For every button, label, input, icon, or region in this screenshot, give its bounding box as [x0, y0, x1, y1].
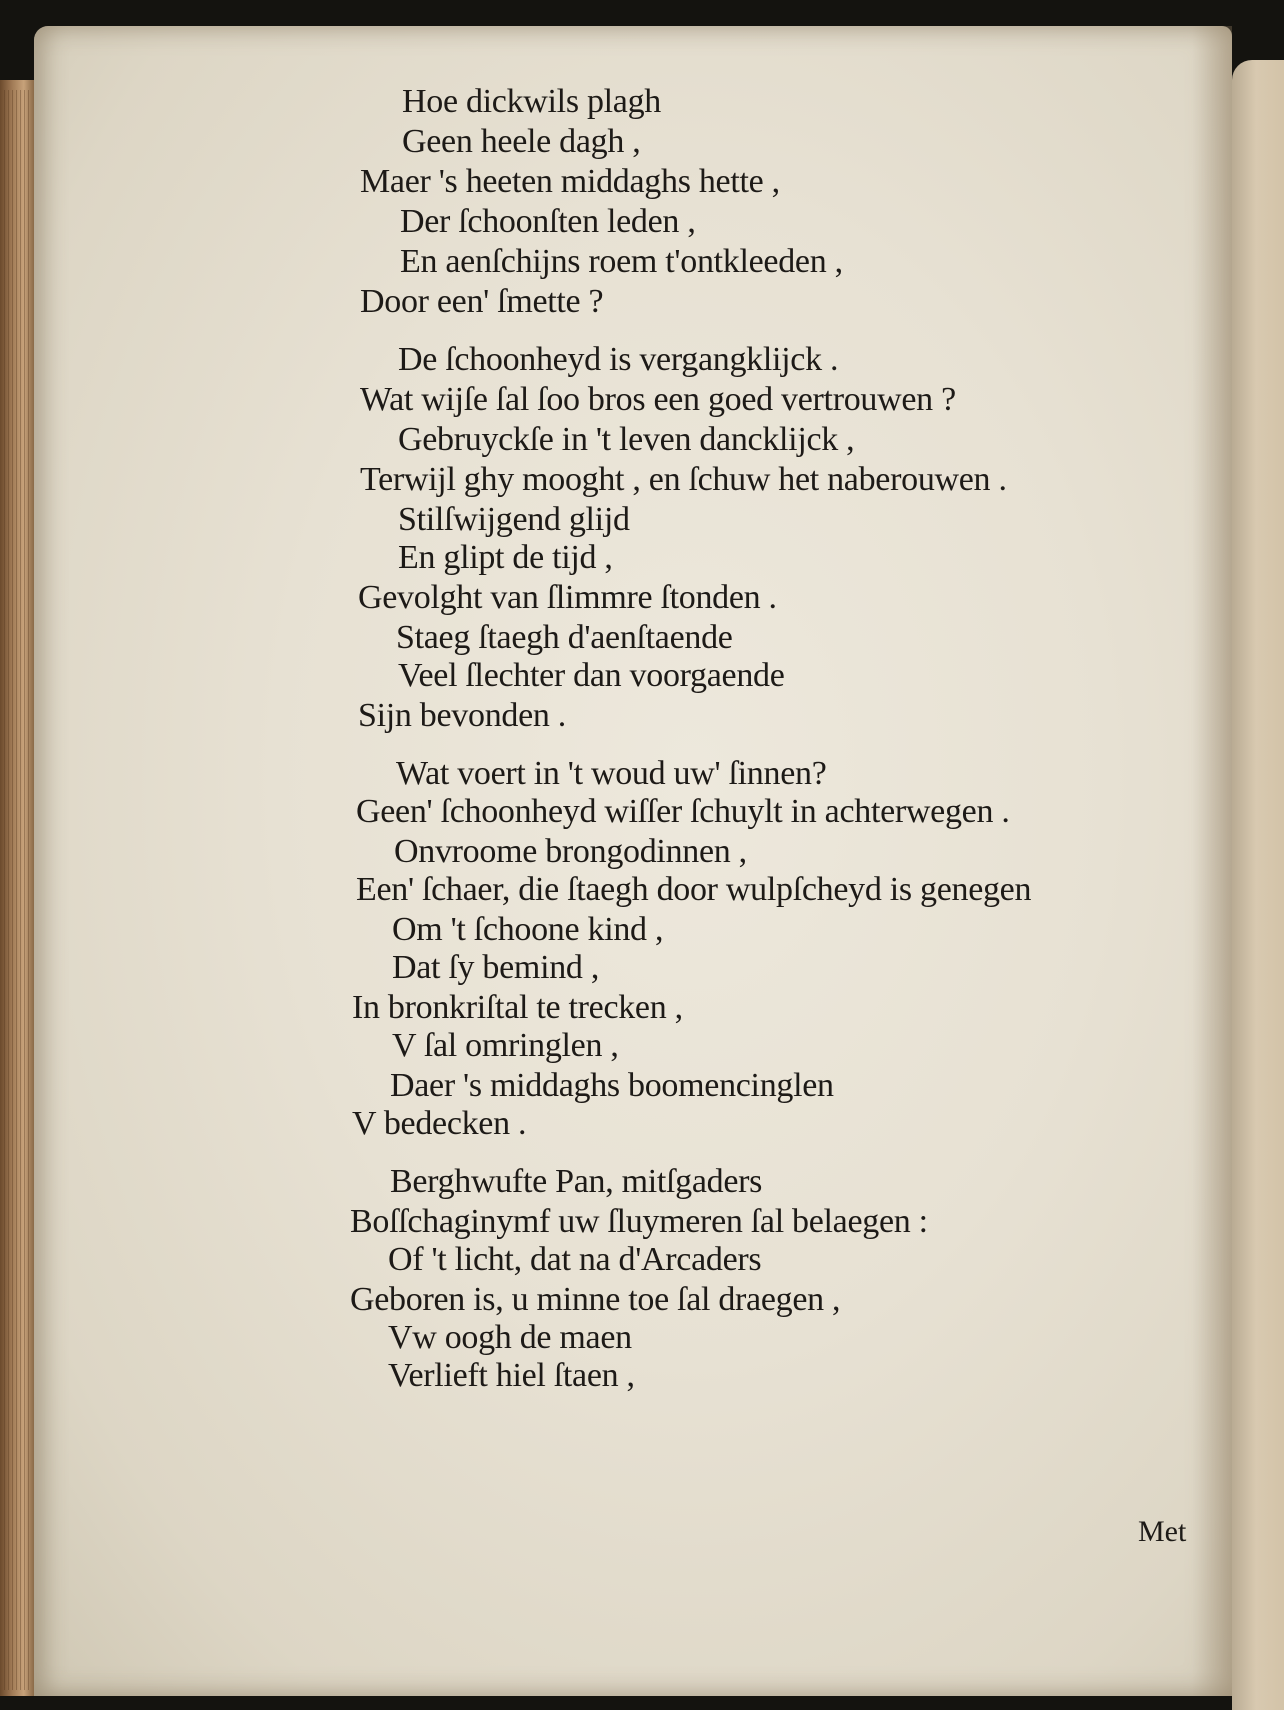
verse-line: Geboren is, u minne toe ſal draegen ,	[350, 1281, 841, 1318]
verse-line: Stilſwijgend glijd	[398, 501, 630, 538]
book-right-page-edge	[1232, 60, 1284, 1710]
verse-line: Der ſchoonſten leden ,	[400, 203, 696, 240]
verse-line: Of 't licht, dat na d'Arcaders	[388, 1241, 762, 1278]
verse-line: Vw oogh de maen	[388, 1319, 632, 1356]
verse-line: Berghwufte Pan, mitſgaders	[390, 1163, 763, 1200]
verse-line: V ſal omringlen ,	[392, 1027, 619, 1064]
verse-line: Staeg ſtaegh d'aenſtaende	[396, 619, 733, 656]
verse-line: Dat ſy bemind ,	[392, 949, 600, 986]
verse-line: En glipt de tijd ,	[398, 539, 613, 576]
verse-line: Daer 's middaghs boomencinglen	[390, 1067, 834, 1104]
verse-line: Hoe dickwils plagh	[402, 83, 661, 120]
verse-line: Door een' ſmette ?	[360, 283, 604, 320]
verse-line: Om 't ſchoone kind ,	[392, 911, 664, 948]
verse-line: Maer 's heeten middaghs hette ,	[360, 163, 780, 200]
verse-line: Gebruyckſe in 't leven dancklijck ,	[398, 421, 855, 458]
verse-line: Sijn bevonden .	[358, 697, 566, 734]
verse-line: Wat voert in 't woud uw' ſinnen?	[396, 755, 827, 792]
page-edge-lines	[4, 90, 30, 1690]
verse-line: Geen' ſchoonheyd wiſſer ſchuylt in achterwegen .	[356, 793, 1010, 830]
verse-line: Terwijl ghy mooght , en ſchuw het naberouwen .	[360, 461, 1007, 498]
verse-line: Boſſchaginymf uw ſluymeren ſal belaegen :	[350, 1203, 928, 1240]
verse-line: Geen heele dagh ,	[402, 123, 641, 160]
page-gutter-shadow	[1192, 26, 1232, 1696]
verse-line: Verlieft hiel ſtaen ,	[388, 1357, 635, 1394]
verse-line: Een' ſchaer, die ſtaegh door wulpſcheyd is genegen	[356, 871, 1032, 908]
verse-line: Gevolght van ſlimmre ſtonden .	[358, 579, 777, 616]
verse-line: In bronkriſtal te trecken ,	[352, 989, 683, 1026]
verse-line: V bedecken .	[352, 1105, 527, 1142]
verse-line: Onvroome brongodinnen ,	[394, 833, 747, 870]
verse-line: En aenſchijns roem t'ontkleeden ,	[400, 243, 843, 280]
verse-line: Veel ſlechter dan voorgaende	[398, 657, 785, 694]
verse-line: Wat wijſe ſal ſoo bros een goed vertrouwen ?	[360, 381, 956, 418]
catchword: Met	[1138, 1515, 1187, 1548]
verse-line: De ſchoonheyd is vergangklijck .	[398, 341, 839, 378]
book-page	[34, 26, 1232, 1696]
